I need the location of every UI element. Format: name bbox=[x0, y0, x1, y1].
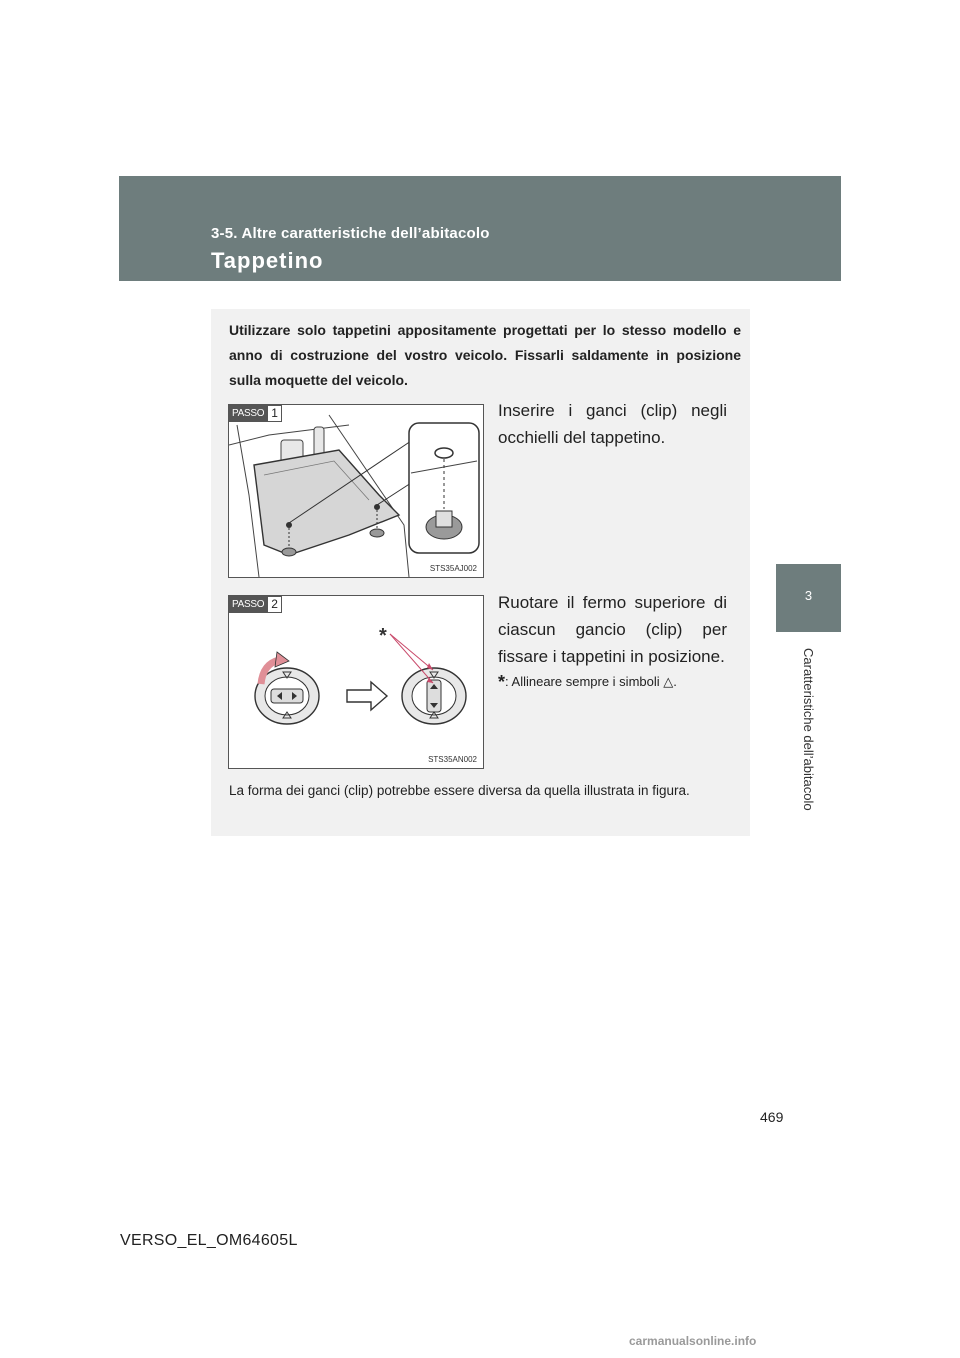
step1-text: Inserire i ganci (clip) negli occhielli del tappetino. bbox=[498, 401, 727, 447]
section-header bbox=[119, 176, 841, 281]
alignment-note bbox=[498, 672, 677, 693]
page-number: 469 bbox=[760, 1109, 784, 1125]
page-title: Tappetino bbox=[211, 248, 324, 273]
step1-badge bbox=[229, 405, 282, 422]
chapter-label: Caratteristiche dell’abitacolo bbox=[801, 648, 816, 811]
intro-text: Utilizzare solo tappetini appositamente progettati per lo stesso modello e anno di costruzione del vostro veicolo. Fissarli saldamente in posizione sulla moquette del veicolo. bbox=[229, 322, 741, 388]
step2-badge bbox=[229, 596, 282, 613]
figure-code: STS35AJ002 bbox=[429, 564, 477, 573]
watermark: carmanualsonline.info bbox=[629, 1334, 757, 1348]
note-marker: * bbox=[498, 672, 506, 692]
chapter-tab[interactable] bbox=[776, 564, 841, 632]
section-label: 3-5. Altre caratteristiche dell’abitacolo bbox=[211, 225, 490, 242]
step-number: 2 bbox=[267, 596, 282, 613]
step1-illustration bbox=[228, 404, 484, 578]
step-number: 1 bbox=[267, 405, 282, 422]
content-panel bbox=[211, 309, 750, 836]
floor-mat-diagram bbox=[229, 405, 483, 577]
clip-shape-note: La forma dei ganci (clip) potrebbe essere diversa da quella illustrata in figura. bbox=[229, 783, 690, 798]
clip-rotation-diagram bbox=[229, 596, 483, 768]
step2-illustration bbox=[228, 595, 484, 769]
step-word: PASSO bbox=[229, 596, 267, 613]
step-word: PASSO bbox=[229, 405, 267, 422]
note-text: : Allineare sempre i simboli △. bbox=[505, 674, 677, 689]
chapter-number: 3 bbox=[804, 588, 813, 603]
figure-code: STS35AN002 bbox=[428, 755, 477, 764]
svg-text:*: * bbox=[379, 625, 387, 647]
step2-text: Ruotare il fermo superiore di ciascun gancio (clip) per fissare i tappetini in posizione. bbox=[498, 593, 727, 666]
document-code: VERSO_EL_OM64605L bbox=[120, 1232, 298, 1249]
